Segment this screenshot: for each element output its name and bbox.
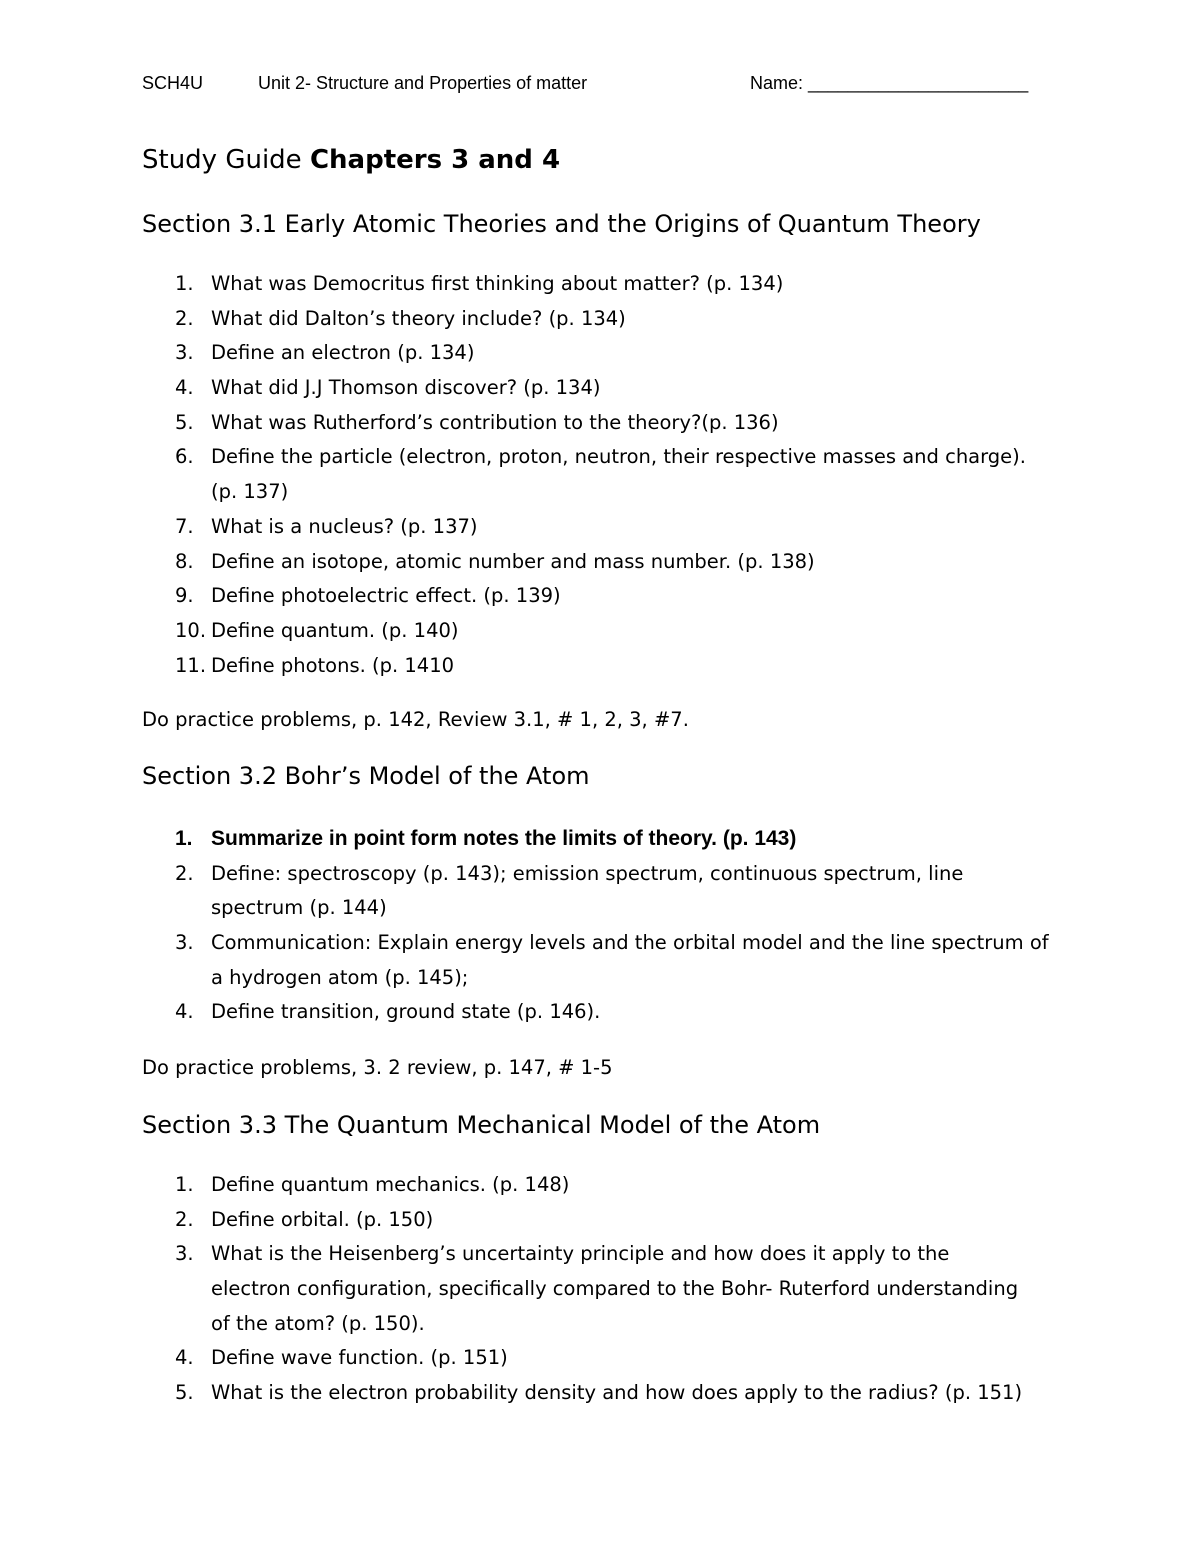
item-number: 4. xyxy=(175,1346,194,1370)
item-text: Communication: Explain energy levels and the orbital model and the line spectrum of xyxy=(211,931,1049,955)
item-text: What was Rutherford’s contribution to the theory?(p. 136) xyxy=(211,410,779,434)
item-text: What is the Heisenberg’s uncertainty principle and how does it apply to the xyxy=(211,1242,950,1266)
item-number: 1. xyxy=(175,827,193,850)
item-number: 9. xyxy=(175,584,194,608)
item-number: 2. xyxy=(175,306,194,330)
item-text: What was Democritus first thinking about matter? (p. 134) xyxy=(211,272,784,295)
item-text: Define photons. (p. 1410 xyxy=(211,653,455,677)
item-text-continued: a hydrogen atom (p. 145); xyxy=(211,965,469,989)
item-text: Define quantum mechanics. (p. 148) xyxy=(211,1173,570,1196)
item-text: Define an electron (p. 134) xyxy=(211,341,475,365)
item-number: 2. xyxy=(175,1207,194,1231)
item-text: What did J.J Thomson discover? (p. 134) xyxy=(211,376,601,400)
item-number: 3. xyxy=(175,341,194,365)
title-prefix: Study Guide xyxy=(142,145,310,175)
item-number: 4. xyxy=(175,1000,194,1024)
item-text-continued: spectrum (p. 144) xyxy=(211,896,387,920)
item-number: 2. xyxy=(175,861,194,885)
section-heading-3-2: Section 3.2 Bohr’s Model of the Atom xyxy=(142,762,590,790)
item-number: 7. xyxy=(175,514,194,538)
item-number: 5. xyxy=(175,1381,194,1405)
section-heading-3-1: Section 3.1 Early Atomic Theories and the Origins of Quantum Theory xyxy=(142,210,981,238)
item-text: What is the electron probability density and how does apply to the radius? (p. 151) xyxy=(211,1381,1023,1405)
item-text-continued: of the atom? (p. 150). xyxy=(211,1311,425,1335)
item-text-continued: electron configuration, specifically compared to the Bohr- Ruterford understanding xyxy=(211,1277,1019,1301)
section-heading-3-3: Section 3.3 The Quantum Mechanical Model of the Atom xyxy=(142,1111,821,1139)
item-number: 3. xyxy=(175,931,194,955)
item-number: 5. xyxy=(175,410,194,434)
item-text: Summarize in point form notes the limits of theory. (p. 143) xyxy=(211,827,797,850)
item-text: Define quantum. (p. 140) xyxy=(211,618,459,642)
practice-note-3-2: Do practice problems, 3. 2 review, p. 147, # 1-5 xyxy=(142,1056,613,1079)
header-name-field: Name: ______________________ xyxy=(750,73,1029,93)
item-text-continued: (p. 137) xyxy=(211,480,289,504)
header-course: SCH4U xyxy=(142,73,204,93)
item-number: 1. xyxy=(175,1173,194,1196)
item-text: Define: spectroscopy (p. 143); emission spectrum, continuous spectrum, line xyxy=(211,861,964,885)
item-number: 10. xyxy=(175,618,207,642)
practice-note-3-1: Do practice problems, p. 142, Review 3.1, # 1, 2, 3, #7. xyxy=(142,708,689,731)
item-text: Define the particle (electron, proton, neutron, their respective masses and charge). xyxy=(211,445,1026,469)
item-number: 11. xyxy=(175,653,207,677)
item-text: What is a nucleus? (p. 137) xyxy=(211,514,478,538)
item-text: Define photoelectric effect. (p. 139) xyxy=(211,584,561,608)
item-text: Define orbital. (p. 150) xyxy=(211,1207,434,1231)
page-title xyxy=(142,145,560,175)
item-text: What did Dalton’s theory include? (p. 134) xyxy=(211,306,626,330)
item-text: Define transition, ground state (p. 146). xyxy=(211,1000,601,1024)
item-text: Define an isotope, atomic number and mass number. (p. 138) xyxy=(211,549,815,573)
item-number: 4. xyxy=(175,376,194,400)
item-text: Define wave function. (p. 151) xyxy=(211,1346,508,1370)
item-number: 3. xyxy=(175,1242,194,1266)
item-number: 8. xyxy=(175,549,194,573)
item-number: 1. xyxy=(175,272,194,295)
item-number: 6. xyxy=(175,445,194,469)
header-unit: Unit 2- Structure and Properties of matter xyxy=(258,73,588,93)
title-chapters: Chapters 3 and 4 xyxy=(309,145,561,175)
